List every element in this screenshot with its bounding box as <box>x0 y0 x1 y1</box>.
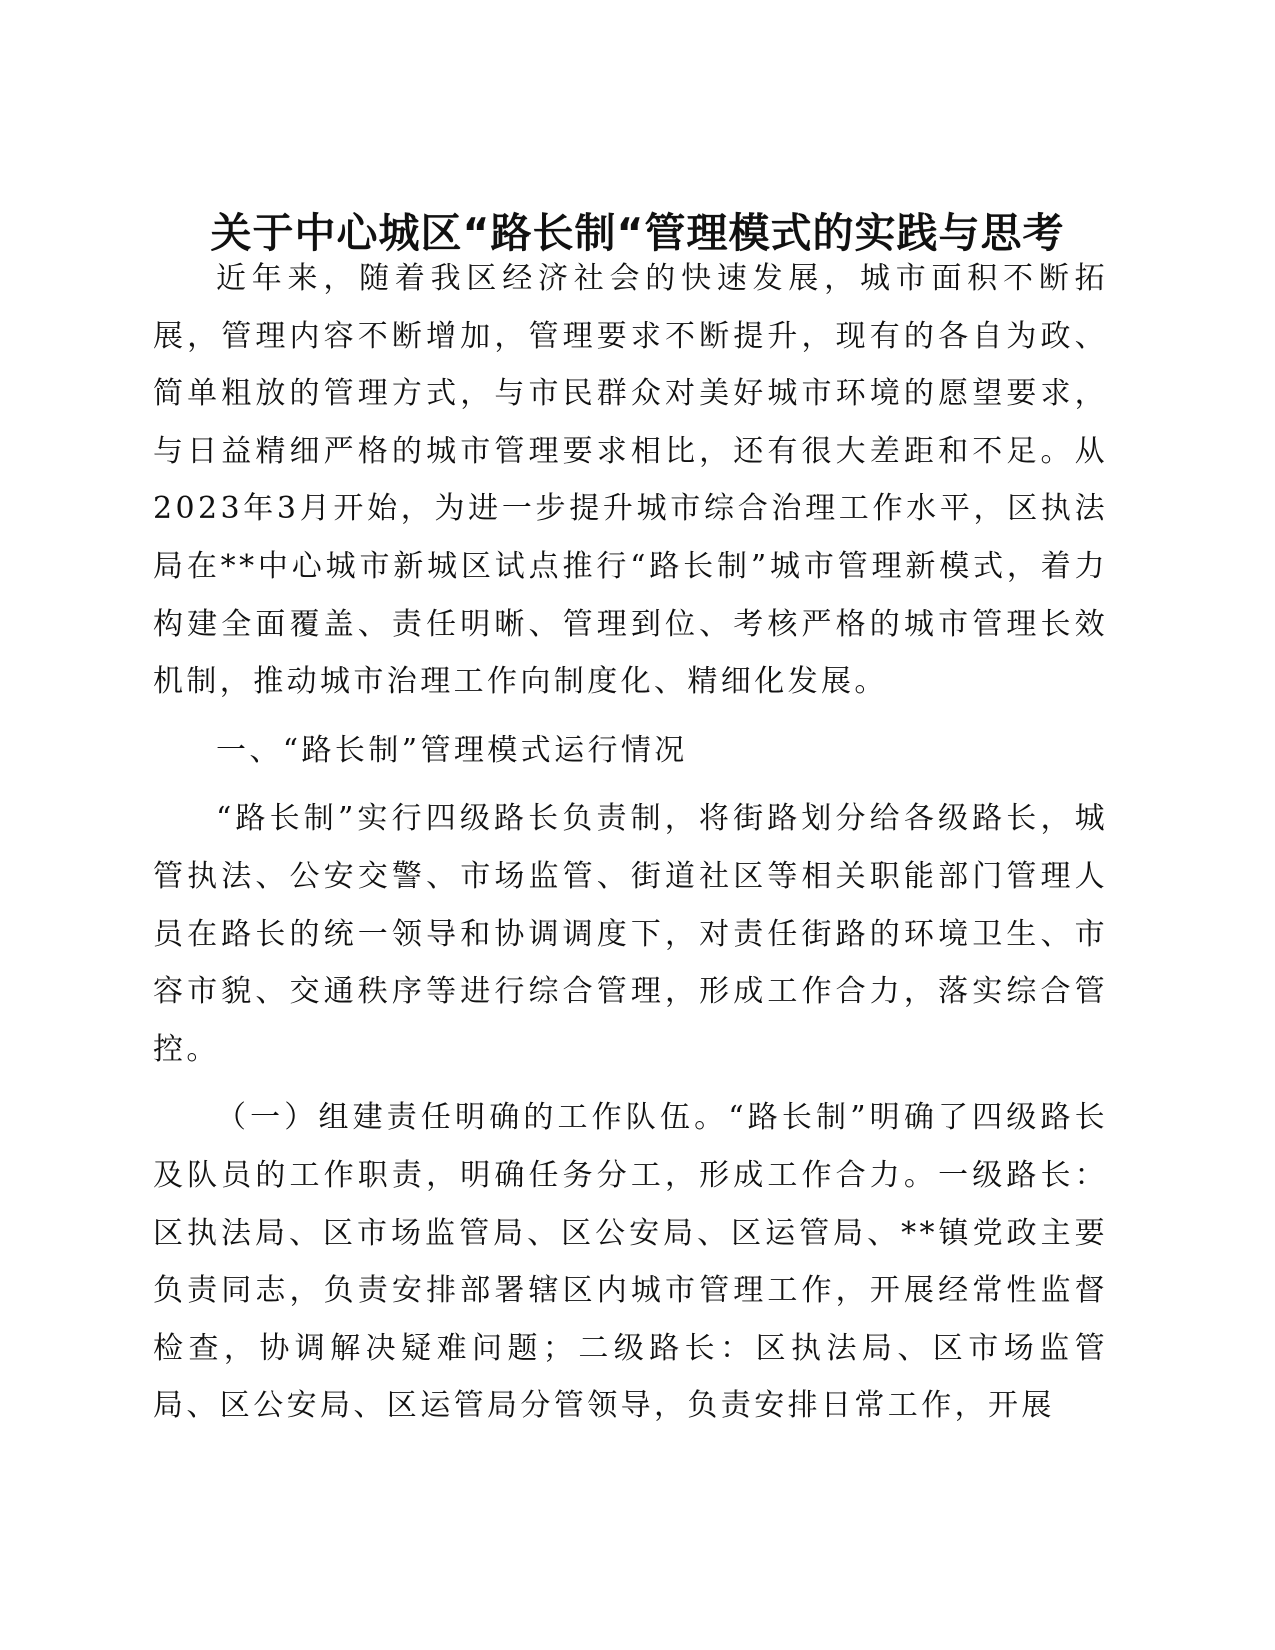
intro-paragraph: 近年来，随着我区经济社会的快速发展，城市面积不断拓展，管理内容不断增加，管理要求不断提升，现有的各自为政、简单粗放的管理方式，与市民群众对美好城市环境的愿望要求，与日益精细严格的城市管理要求相比，还有很大差距和不足。从2023年3月开始，为进一步提升城市综合治理工作水平，区执法局在**中心城市新城区试点推行“路长制”城市管理新模式，着力构建全面覆盖、责任明晰、管理到位、考核严格的城市管理长效机制，推动城市治理工作向制度化、精细化发展。 <box>153 261 1108 700</box>
document-body <box>153 250 1108 1435</box>
document-title: 关于中心城区“路长制“管理模式的实践与思考 <box>210 209 1065 258</box>
subsection-1-paragraph: （一）组建责任明确的工作队伍。“路长制”明确了四级路长及队员的工作职责，明确任务分工，形成工作合力。一级路长：区执法局、区市场监管局、区公安局、区运管局、**镇党政主要负责同志，负责安排部署辖区内城市管理工作，开展经常性监督检查，协调解决疑难问题；二级路长：区执法局、区市场监管局、区公安局、区运管局分管领导，负责安排日常工作，开展 <box>153 1100 1108 1424</box>
section-1-paragraph: “路长制”实行四级路长负责制，将街路划分给各级路长，城管执法、公安交警、市场监管、街道社区等相关职能部门管理人员在路长的统一领导和协调调度下，对责任街路的环境卫生、市容市貌、交通秩序等进行综合管理，形成工作合力，落实综合管控。 <box>153 801 1108 1067</box>
section-heading-1: 一、“路长制”管理模式运行情况 <box>216 732 688 768</box>
